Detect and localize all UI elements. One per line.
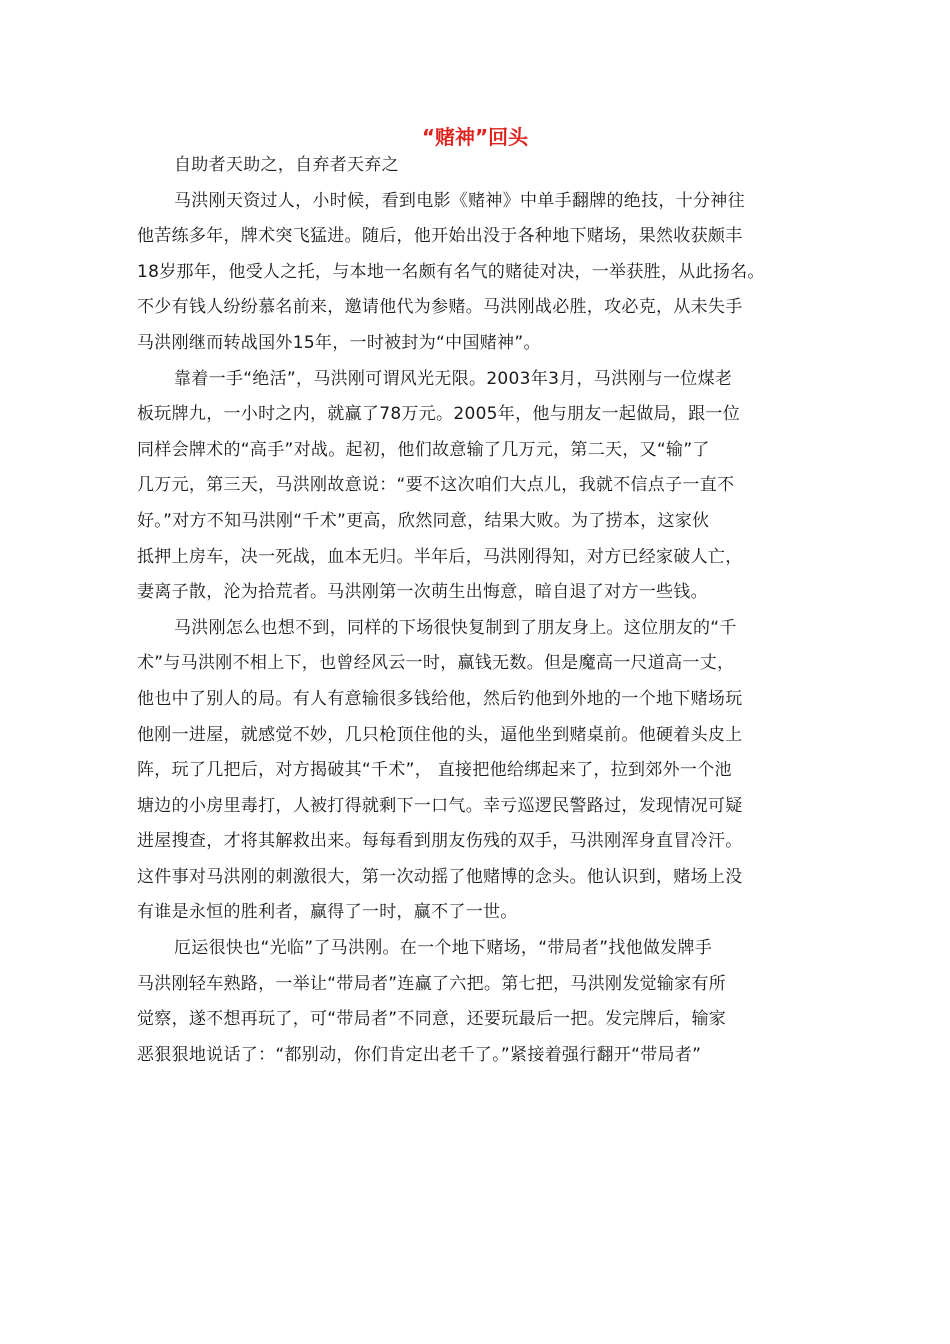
text-line: 18岁那年，他受人之托，与本地一名颇有名气的赌徒对决，一举获胜，从此扬名。 [137,261,765,282]
text-line: 不少有钱人纷纷慕名前来，邀请他代为参赌。马洪刚战必胜，攻必克，从未失手 [137,297,743,318]
text-line: 同样会牌术的“高手”对战。起初，他们故意输了几万元，第二天，又“输”了 [137,439,710,460]
text-line: 马洪刚继而转战国外15年，一时被封为“中国赌神”。 [137,332,541,353]
text-line: 进屋搜查，才将其解救出来。每每看到朋友伤残的双手，马洪刚浑身直冒冷汗。 [137,831,743,852]
text-line: 抵押上房车，决一死战，血本无归。半年后，马洪刚得知，对方已经家破人亡， [137,546,743,567]
text-line: 他也中了别人的局。有人有意输很多钱给他，然后钓他到外地的一个地下赌场玩 [137,688,743,709]
text-line: 自助者天助之，自弃者天弃之 [174,155,399,175]
text-line: 塘边的小房里毒打，人被打得就剩下一口气。幸亏巡逻民警路过，发现情况可疑 [137,795,743,816]
text-line: 妻离子散，沦为拾荒者。马洪刚第一次萌生出悔意，暗自退了对方一些钱。 [137,582,708,603]
document-title: “赌神”回头 [421,125,529,149]
text-line: 恶狠狠地说话了：“都别动，你们肯定出老千了。”紧接着强行翻开“带局者” [137,1044,702,1065]
text-line: 板玩牌九，一小时之内，就赢了78万元。2005年，他与朋友一起做局，跟一位 [137,404,740,425]
text-line: 他苦练多年，牌术突飞猛进。随后，他开始出没于各种地下赌场，果然收获颇丰 [137,226,743,247]
text-line: 有谁是永恒的胜利者，赢得了一时，赢不了一世。 [137,902,518,923]
text-line: 觉察，遂不想再玩了，可“带局者”不同意，还要玩最后一把。发完牌后，输家 [137,1009,727,1030]
text-line: 马洪刚轻车熟路，一举让“带局者”连赢了六把。第七把，马洪刚发觉输家有所 [137,973,727,994]
document-body [137,148,837,1073]
text-line: 这件事对马洪刚的刺激很大，第一次动摇了他赌博的念头。他认识到，赌场上没 [137,866,743,887]
text-line: 几万元，第三天，马洪刚故意说：“要不这次咱们大点儿，我就不信点子一直不 [137,475,735,496]
text-line: 他刚一进屋，就感觉不妙，几只枪顶住他的头，逼他坐到赌桌前。他硬着头皮上 [137,724,743,745]
text-line: 马洪刚怎么也想不到，同样的下场很快复制到了朋友身上。这位朋友的“千 [174,617,737,638]
text-line: 好。”对方不知马洪刚“千术”更高，欣然同意，结果大败。为了捞本，这家伙 [137,510,710,531]
text-line: 靠着一手“绝活”，马洪刚可谓风光无限。2003年3月，马洪刚与一位煤老 [174,368,733,389]
text-line: 马洪刚天资过人，小时候，看到电影《赌神》中单手翻牌的绝技，十分神往 [174,190,745,211]
text-line: 阵，玩了几把后，对方揭破其“千术”， 直接把他给绑起来了，拉到郊外一个池 [137,760,732,781]
text-line: 术”与马洪刚不相上下，也曾经风云一时，赢钱无数。但是魔高一尺道高一丈， [137,653,735,674]
text-line: 厄运很快也“光临”了马洪刚。在一个地下赌场，“带局者”找他做发牌手 [174,938,713,959]
